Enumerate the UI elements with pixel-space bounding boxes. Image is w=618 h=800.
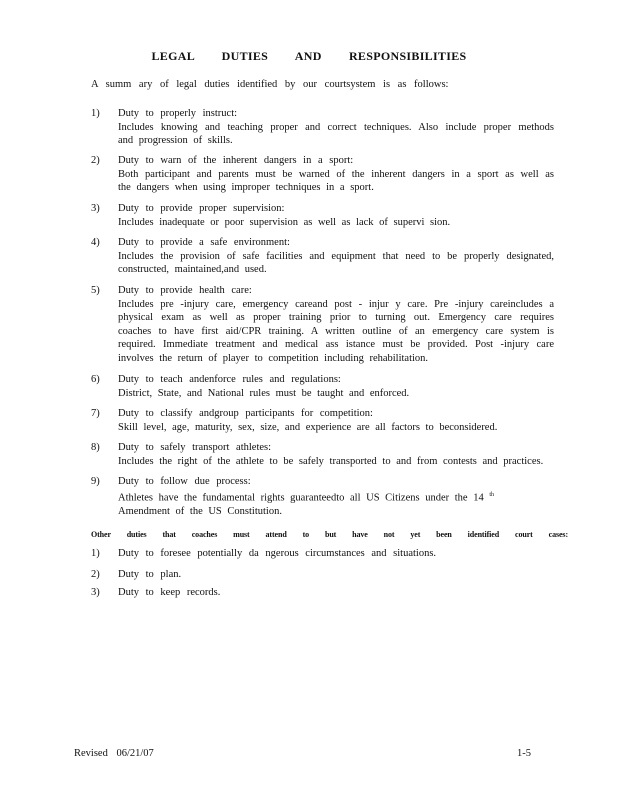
duty-description: District, State, and National rules must be taught and enforced. [118, 387, 410, 399]
duty-number: 3) [91, 587, 100, 598]
duty-title: Duty to provide health care: [118, 285, 252, 296]
duty-description [118, 489, 554, 519]
duty-title: Duty to warn of the inherent dangers in a sport: [118, 155, 354, 166]
duty-number: 2) [91, 155, 100, 166]
duty-number: 3) [91, 203, 100, 214]
footer-revised: Revised 06/21/07 [74, 748, 154, 759]
duty-item [91, 154, 554, 195]
duty-description: Skill level, age, maturity, sex, size, and experience are all factors to beconsidered. [118, 421, 498, 433]
duty-description: Includes pre -injury care, emergency careand post - injur y care. Pre -injury careincludes a physical exam as well as proper training prior to turning out. Emergency care requires coaches to have first aid/CPR training. A written outline of an emergency care system is required. Immediate treatment and medical ass istance must be provided. Post -injury care involves the return of player to competition including rehabilitation. [118, 298, 554, 364]
intro-text: A summ ary of legal duties identified by our courtsystem is as follows: [91, 79, 449, 90]
duty-title: Duty to teach andenforce rules and regulations: [118, 374, 341, 385]
duty-number: 6) [91, 374, 100, 385]
other-duties-heading: Other duties that coaches must attend to but have not yet been identified court cases: [91, 530, 569, 539]
duty-item [91, 284, 554, 366]
duty-number: 1) [91, 108, 100, 119]
duty-number: 5) [91, 285, 100, 296]
duty-title: Duty to properly instruct: [118, 108, 238, 119]
duty-item [91, 236, 554, 277]
duty-number: 9) [91, 476, 100, 487]
duty-title: Duty to classify andgroup participants for competition: [118, 408, 373, 419]
duty-item [91, 441, 554, 468]
duty-title: Duty to follow due process: [118, 476, 251, 487]
duty-number: 2) [91, 569, 100, 580]
page-title: LEGAL DUTIES AND RESPONSIBILITIES [151, 49, 467, 63]
duty-description-text: Amendment of the US Constitution. [118, 505, 282, 517]
duty-title: Duty to foresee potentially da ngerous circumstances and situations. [118, 548, 437, 559]
duty-description: Includes inadequate or poor supervision as well as lack of supervi sion. [118, 216, 451, 228]
footer-page-number: 1-5 [517, 748, 531, 759]
duty-description: Includes the provision of safe facilities and equipment that need to be properly designated, constructed, maintained,and used. [118, 250, 554, 276]
duty-title: Duty to provide proper supervision: [118, 203, 285, 214]
superscript: th [489, 491, 494, 498]
duty-item [91, 407, 554, 434]
other-duty-item [91, 569, 181, 580]
duty-item [91, 475, 554, 518]
duty-description-text: Athletes have the fundamental rights guaranteedto all US Citizens under the 14 [118, 492, 484, 504]
duty-item [91, 202, 554, 229]
other-duty-item [91, 587, 220, 598]
other-duty-item [91, 548, 436, 559]
duty-description: Both participant and parents must be warned of the inherent dangers in a sport as well as the dangers when using improper techniques in a sport. [118, 168, 554, 194]
duty-item [91, 107, 554, 148]
duty-item [91, 373, 554, 400]
duty-title: Duty to safely transport athletes: [118, 442, 272, 453]
duty-number: 4) [91, 237, 100, 248]
duty-title: Duty to keep records. [118, 587, 221, 598]
duty-description: Includes knowing and teaching proper and correct techniques. Also include proper methods and progression of skills. [118, 121, 554, 147]
duty-title: Duty to plan. [118, 569, 182, 580]
duty-description: Includes the right of the athlete to be safely transported to and from contests and practices. [118, 455, 544, 467]
duty-number: 8) [91, 442, 100, 453]
duty-title: Duty to provide a safe environment: [118, 237, 290, 248]
duty-number: 7) [91, 408, 100, 419]
duty-number: 1) [91, 548, 100, 559]
